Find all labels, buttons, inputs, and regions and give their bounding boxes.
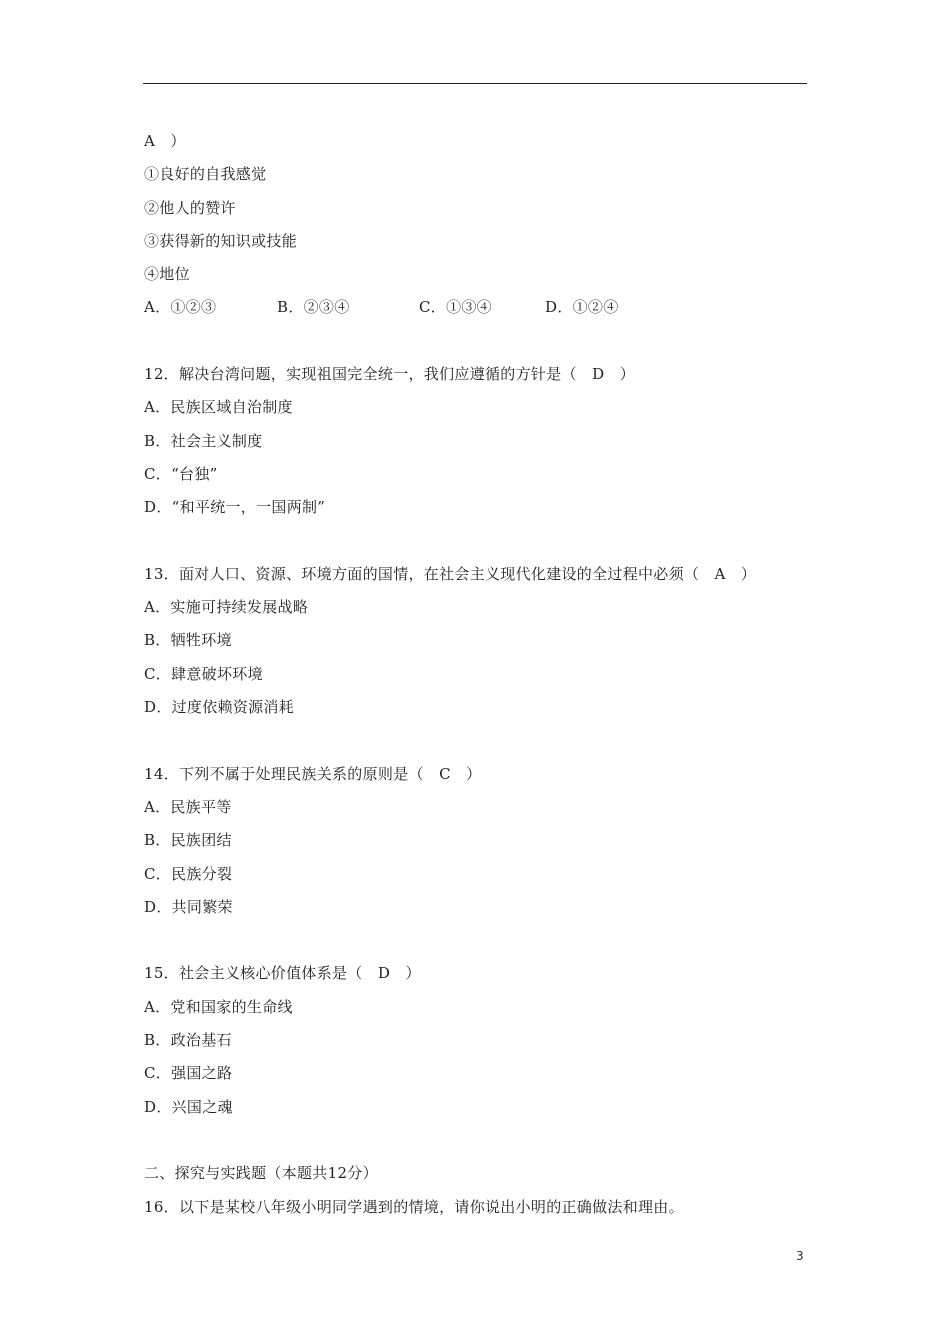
question-14-stem: 14．下列不属于处理民族关系的原则是（ C ） [144, 764, 482, 783]
option-a: A．民族平等 [144, 797, 232, 816]
option-c: C．民族分裂 [144, 864, 233, 883]
document-body [144, 125, 814, 1224]
question-15 [144, 957, 814, 1123]
option-b: B．社会主义制度 [144, 431, 263, 450]
question-13-stem: 13．面对人口、资源、环境方面的国情，在社会主义现代化建设的全过程中必须（ A ） [144, 564, 757, 583]
option-d: D．过度依赖资源消耗 [144, 698, 295, 717]
question-14 [144, 758, 814, 924]
option-b: B．政治基石 [144, 1031, 232, 1050]
option-a: A．①②③ [144, 298, 217, 317]
page-number: 3 [796, 1249, 804, 1263]
option-b: B．②③④ [277, 298, 350, 317]
option-d: D．共同繁荣 [144, 897, 233, 916]
option-d: D．①②④ [545, 298, 619, 317]
list-item: ④地位 [144, 265, 190, 284]
option-a: A．党和国家的生命线 [144, 997, 293, 1016]
option-d: D．“和平统一，一国两制” [144, 498, 326, 517]
option-c: C．肆意破坏环境 [144, 664, 263, 683]
option-c: C．强国之路 [144, 1064, 233, 1083]
question-13 [144, 558, 814, 724]
option-c: C．①③④ [419, 298, 492, 317]
option-b: B．牺牲环境 [144, 631, 232, 650]
question-11-answer: A ） [144, 132, 186, 150]
section-2 [144, 1157, 814, 1224]
question-12-stem: 12．解决台湾问题，实现祖国完全统一，我们应遵循的方针是（ D ） [144, 365, 636, 384]
option-a: A．民族区域自治制度 [144, 398, 293, 417]
option-b: B．民族团结 [144, 831, 232, 850]
header-rule [143, 83, 807, 84]
question-16-stem: 16．以下是某校八年级小明同学遇到的情境，请你说出小明的正确做法和理由。 [144, 1197, 684, 1216]
list-item: ①良好的自我感觉 [144, 165, 267, 184]
question-12 [144, 358, 814, 524]
section-heading: 二、探究与实践题（本题共12分） [144, 1164, 378, 1183]
question-11-options [144, 291, 814, 324]
option-d: D．兴国之魂 [144, 1097, 233, 1116]
question-15-stem: 15．社会主义核心价值体系是（ D ） [144, 964, 421, 983]
list-item: ②他人的赞许 [144, 198, 236, 217]
list-item: ③获得新的知识或技能 [144, 231, 298, 250]
question-11 [144, 125, 814, 325]
option-c: C．“台独” [144, 464, 218, 483]
option-a: A．实施可持续发展战略 [144, 598, 309, 617]
